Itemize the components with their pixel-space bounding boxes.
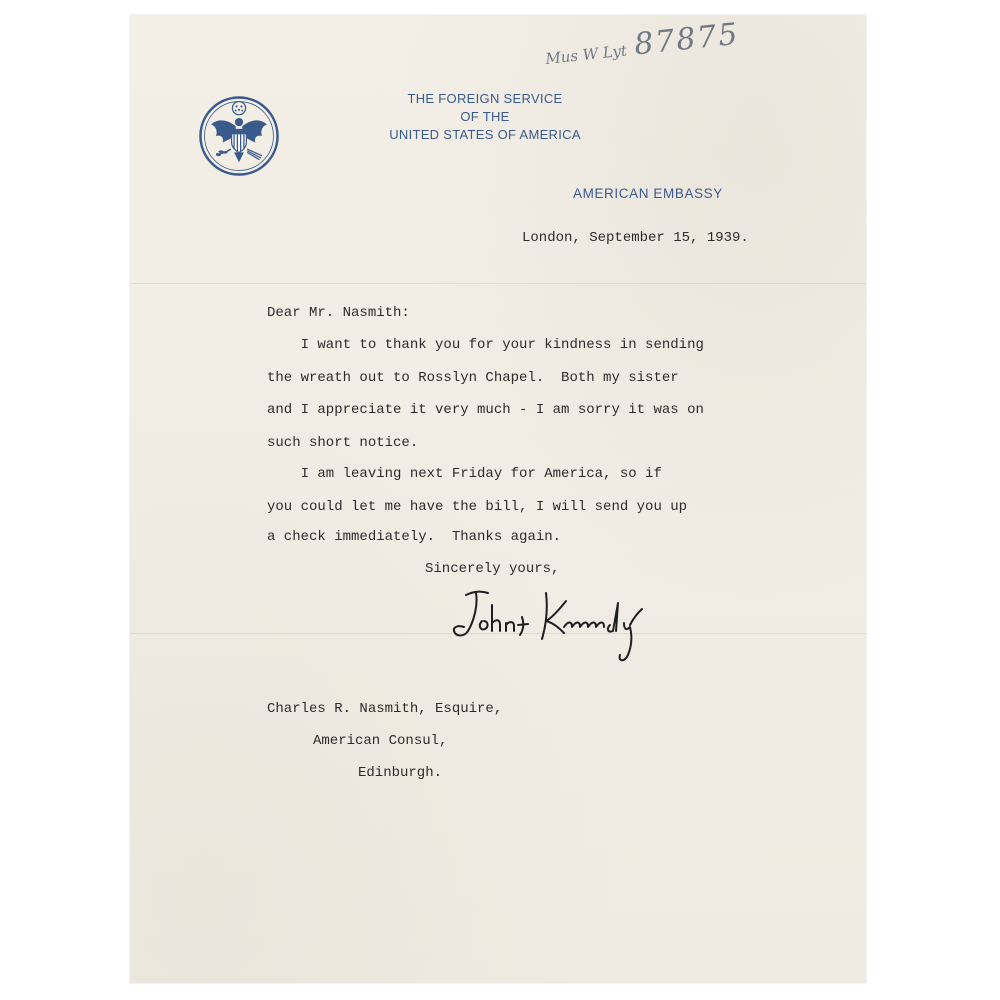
pencil-annotation (543, 17, 741, 72)
signature-image (448, 575, 688, 665)
letterhead-line: OF THE (460, 109, 510, 124)
addressee-line: Charles R. Nasmith, Esquire, (267, 701, 503, 717)
paper-fold-line (130, 283, 866, 284)
letterhead (370, 90, 600, 144)
body-line: such short notice. (267, 435, 419, 451)
salutation: Dear Mr. Nasmith: (267, 305, 410, 321)
letterhead-line: UNITED STATES OF AMERICA (389, 127, 581, 142)
body-line: and I appreciate it very much - I am sorry it was on (267, 402, 704, 418)
addressee-line: American Consul, (313, 733, 448, 749)
addressee-line: Edinburgh. (358, 765, 443, 781)
pencil-annotation-text: Mus W Lyt (544, 41, 628, 68)
body-line: you could let me have the bill, I will send you up (267, 499, 688, 515)
dateline: London, September 15, 1939. (522, 230, 749, 246)
body-line: the wreath out to Rosslyn Chapel. Both my sister (267, 370, 679, 386)
letterhead-line: THE FOREIGN SERVICE (407, 91, 563, 106)
body-line: I want to thank you for your kindness in sending (267, 337, 704, 353)
body-line: I am leaving next Friday for America, so if (267, 466, 662, 482)
body-line: a check immediately. Thanks again. (267, 529, 562, 545)
closing: Sincerely yours, (425, 561, 560, 577)
letter-page (130, 15, 866, 983)
pencil-annotation-number: 87875 (632, 16, 742, 63)
great-seal-eagle-icon (198, 95, 280, 177)
embassy-heading: AMERICAN EMBASSY (573, 186, 723, 201)
